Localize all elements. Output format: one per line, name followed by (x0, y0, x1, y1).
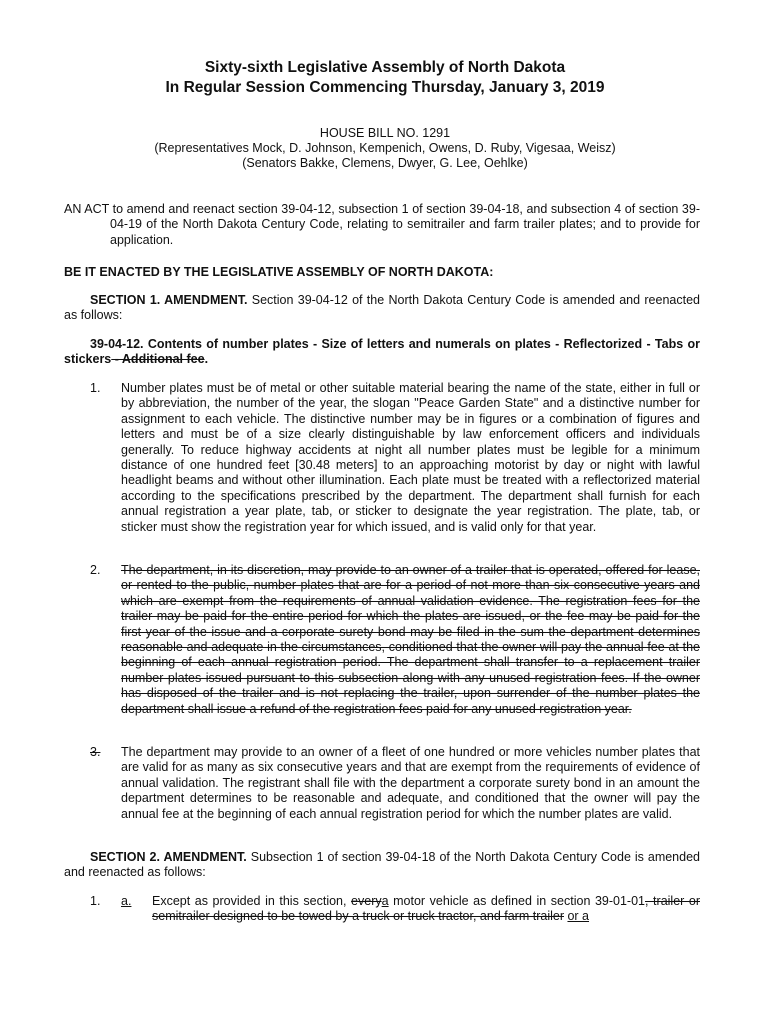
section-1-heading: SECTION 1. AMENDMENT. (90, 293, 248, 307)
subitem-a-inserted-1: a (381, 894, 389, 908)
subitem-a-text-1: Except as provided in this section, (152, 894, 352, 908)
enacting-clause: BE IT ENACTED BY THE LEGISLATIVE ASSEMBLY OF NORTH DAKOTA: (64, 265, 494, 279)
section-1-item-2-number: 2. (90, 563, 101, 577)
section-1-item-2-struck-text: The department, in its discretion, may provide to an owner of a trailer that is operated, offered for lease, or rented to the public, number plates that are for a period of not more than six consecutive years and which are exempt from the requirements of annual validation evidence. The registration fees for the trailer may be paid for the entire period for which the plates are issued, or the fee may be paid for the first year of the issue and a corporate surety bond may be filed in the sum the department determines reasonable and adequate in the circumstances, conditioned that the owner will pay the annual fee at the beginning of each annual registration period. The department shall transfer to a replacement trailer number plates issued pursuant to this subsection along with any unused registration fees. If the owner has disposed of the trailer and is not replacing the trailer, upon surrender of the number plates the department shall issue a refund of the registration fees paid for any unused registration year. (121, 563, 700, 716)
bill-sponsors-senators: (Senators Bakke, Clemens, Dwyer, G. Lee, Oehlke) (242, 156, 528, 170)
section-1-item-3-text: The department may provide to an owner of a fleet of one hundred or more vehicles number plates that are valid for as many as six consecutive years and that are exempt from the requirements of evidence of annual validation. The registrant shall file with the department a corporate surety bond in an amount the department determines to be reasonable and adequate, and conditioned that the owner will pay the annual fee at the beginning of each annual registration period for which the number plates are valid. (121, 745, 700, 821)
catchline-struck-text: - Additional fee (111, 352, 205, 367)
section-2-intro-text: Subsection 1 of section 39-04-18 of the North Dakota Century Code is amended and reenacted as follows: (64, 850, 700, 880)
section-2-heading: SECTION 2. AMENDMENT. (90, 850, 247, 864)
section-1-intro (64, 293, 700, 324)
section-2-subitem-a-text (152, 894, 700, 925)
section-1-intro-text: Section 39-04-12 of the North Dakota Century Code is amended and reenacted as follows: (64, 293, 700, 323)
bill-number: HOUSE BILL NO. 1291 (319, 126, 451, 140)
document-title-line-1: Sixty-sixth Legislative Assembly of North Dakota (204, 59, 566, 76)
section-1-item-3-struck-number: 3. (90, 745, 101, 759)
section-2-intro (64, 850, 700, 881)
subitem-a-struck-2: , trailer or semitrailer designed to be towed by a truck or truck tractor, and farm trailer (152, 894, 700, 924)
catchline-end: . (204, 352, 209, 367)
section-1-item-1-text: Number plates must be of metal or other suitable material bearing the name of the state, either in full or by abbreviation, the number of the year, the slogan "Peace Garden State" and a distinctive number for assignment to each vehicle. The distinctive number may be in figures or a combination of figures and letters and must be of a size clearly distinguishable by law enforcement officers and individuals generally. To reduce highway accidents at night all number plates must be legible for a minimum distance of one hundred feet [30.48 meters] to an approaching motorist by day or night with lawful headlight beams and without other illumination. Each plate must be treated with a reflectorized material according to the specifications prescribed by the department. The department shall furnish for each annual registration a year plate, tab, or sticker to designate the year registration. The plate, tab, or sticker must show the registration year for which issued, and is valid only for that year. (121, 381, 700, 534)
subitem-a-text-2: motor vehicle as defined in section 39-01-01 (388, 894, 646, 908)
subitem-a-struck-1: every (351, 894, 382, 908)
bill-sponsors-representatives: (Representatives Mock, D. Johnson, Kempenich, Owens, D. Ruby, Vigesaa, Weisz) (154, 141, 616, 155)
section-2-subitem-a-label: a. (121, 894, 132, 908)
document-title-line-2: In Regular Session Commencing Thursday, January 3, 2019 (165, 79, 605, 96)
section-1-item-1-number: 1. (90, 381, 101, 395)
section-1-catchline (64, 337, 700, 368)
subitem-a-inserted-2: or a (567, 909, 590, 924)
catchline-text: 39-04-12. Contents of number plates - Size of letters and numerals on plates - Reflectorized - Tabs or stickers (64, 337, 700, 367)
section-2-item-1-number: 1. (90, 894, 101, 908)
act-title: AN ACT to amend and reenact section 39-04-12, subsection 1 of section 39-04-18, and subsection 4 of section 39-04-19 of the North Dakota Century Code, relating to semitrailer and farm trailer plates; and to provide for application. (64, 202, 700, 247)
